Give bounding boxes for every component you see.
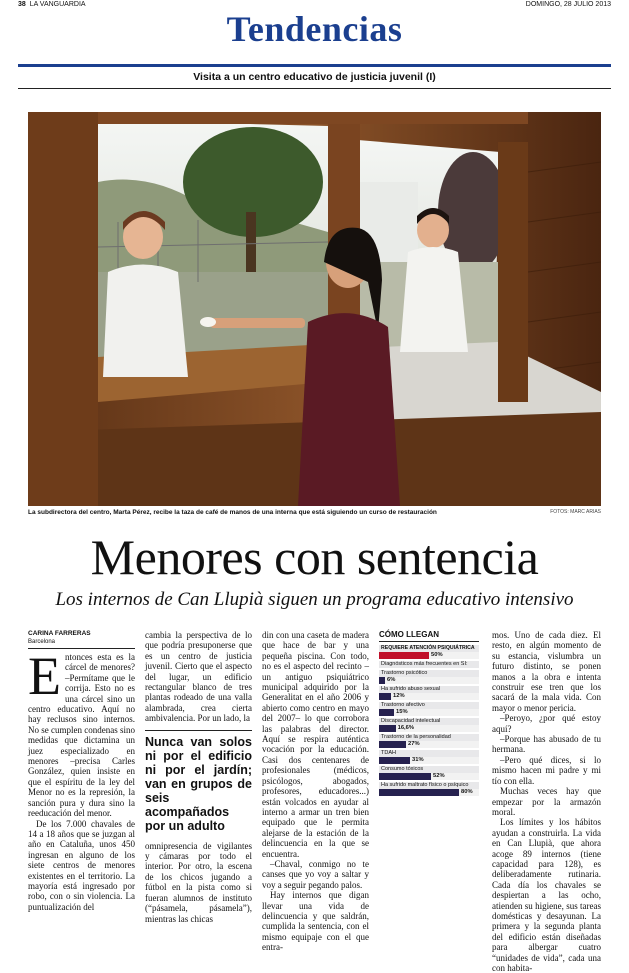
page-folio: 38 LA VANGUARDIA (18, 1, 86, 8)
series-rule (18, 88, 611, 89)
chart-bar-row (379, 718, 479, 732)
chart-bar-row (379, 645, 479, 659)
chart-bar-track (379, 725, 479, 732)
chart-value-label: 52% (433, 773, 445, 779)
dateline: Barcelona (28, 639, 56, 645)
chart-bar-row (379, 702, 479, 716)
chart-value-label: 27% (408, 741, 420, 747)
photo-caption: La subdirectora del centro, Marta Pérez, recibe la taza de café de manos de una interna que está siguiendo un curso de restauración (28, 509, 437, 516)
chart-value-label: 12% (393, 693, 405, 699)
chart-bar-track (379, 741, 479, 748)
chart-value-label: 15% (396, 709, 408, 715)
chart-bar-track (379, 652, 479, 659)
chart-category-label: Ha sufrido abuso sexual (379, 686, 479, 693)
drop-cap: E (28, 646, 61, 706)
chart-bar-row (379, 661, 479, 668)
chart-category-label: Trastorno de la personalidad (379, 734, 479, 741)
pull-quote: Nunca van solos ni por el edificio ni por el jardín; van en grupos de seis acompañados por un adulto (145, 730, 252, 833)
column-5 (492, 630, 601, 973)
chart-bar-row (379, 734, 479, 748)
chart-bar-track (379, 709, 479, 716)
body-paragraph: din con una caseta de madera que hace de bar y una pequeña piscina. Con todo, no es el aspecto del recinto –un antiguo psiquiátrico municipal adquirido por la Generalitat en el año 2006 y abierto como centro en mayo del 2007– lo que corrobora las palabras del director. Aquí se respira auténtica vocación por la educación. Casi dos centenares de profesionales (médicos, psicólogos, abogados, profesores, educadores...) están volcados en ayudar al interno a armar un tren bien equipado que le permita alejarse de la estación de la delincuencia en la que se encuentra. (262, 630, 369, 859)
chart-bar (379, 789, 459, 796)
body-paragraph: Muchas veces hay que empezar por la armazón moral. (492, 786, 601, 817)
byline: CARINA FARRERAS (28, 630, 91, 637)
issue-date: DOMINGO, 28 JULIO 2013 (525, 1, 611, 8)
chart-bar-row (379, 670, 479, 684)
body-paragraph: omnipresencia de vigilantes y cámaras por todo el interior. Por otro, la escena de los chicos jugando a fútbol en la pista como si fueran alumnos de instituto (“pásamela, pásamela”), mientras las chicas (145, 840, 252, 924)
column-3 (262, 630, 369, 953)
chart-bar-track (379, 693, 479, 700)
section-rule (18, 64, 611, 67)
chart-bar-track (379, 789, 479, 796)
body-paragraph: mos. Uno de cada diez. El resto, en algún momento de su estancia, vislumbra un futuro distinto, se ponen manos a la obra e intenta construir ese tren que los sacará de la mala vida. Con mayor o menor pericia. (492, 630, 601, 713)
chart-bars (379, 645, 479, 796)
photo-credit: FOTOS: MARC ARIAS (550, 509, 601, 515)
chart-bar-row (379, 750, 479, 764)
chart-title: CÓMO LLEGAN (379, 630, 479, 642)
chart-bar (379, 741, 406, 748)
chart-category-label: Ha sufrido maltrato físico o psíquico (379, 782, 479, 789)
chart-value-label: 31% (412, 757, 424, 763)
chart-bar-track (379, 757, 479, 764)
infographic-como-llegan (379, 630, 479, 798)
body-paragraph: ntonces esta es la cárcel de menores? –Permítame que le corrija. Esto no es una cárcel sino un centro educativo. Aquí no hay reclusos sino internos. No se cumplen condenas sino medidas que dictamina un juez especializado en menores –precisa Carles González, quien insiste en que el espíritu de la ley del Menor no es la represión, la sanción pura y dura sino la reeducación del menor. (28, 652, 135, 819)
column-1 (28, 630, 135, 912)
chart-category-label: Consumo tóxicos (379, 766, 479, 773)
chart-category-label: Discapacidad intelectual (379, 718, 479, 725)
chart-bar-row (379, 782, 479, 796)
chart-bar (379, 757, 410, 764)
body-paragraph: –Porque has abusado de tu hermana. (492, 734, 601, 755)
chart-category-label: TDAH (379, 750, 479, 757)
article-subhead: Los internos de Can Llupià siguen un programa educativo intensivo (55, 589, 574, 610)
chart-bar-track (379, 677, 479, 684)
photo-illustration (28, 112, 601, 506)
series-title: Visita a un centro educativo de justicia juvenil (I) (193, 71, 436, 83)
chart-bar-track (379, 773, 479, 780)
body-paragraph: Los límites y los hábitos ayudan a construirla. La vida en Can Llupià, que ahora acoge 89 internos (tiene capacidad para 128), es deliberadamente rutinaria. Cada día los chavales se despiertan a las ocho, atienden su higiene, sus tareas domésticas y desayunan. La primera y la segunda planta del edificio están diseñadas para albergar cuatro “unidades de vida”, cada una con habita- (492, 817, 601, 973)
chart-bar-row (379, 766, 479, 780)
chart-bar-row (379, 686, 479, 700)
chart-value-label: 80% (461, 789, 473, 795)
lead-photo (28, 112, 601, 506)
body-paragraph: De los 7.000 chavales de 14 a 18 años que se juzgan al año en Cataluña, unos 450 ingresan en alguno de los siete centros de menores existentes en el territorio. La mayoría está ingresado por robo, con o sin violencia. La puntualización del (28, 818, 135, 912)
chart-category-label: REQUIERE ATENCIÓN PSIQUIÁTRICA (379, 645, 479, 652)
body-paragraph: –Pero qué dices, si lo mismo hacen mi padre y mi tío con ella. (492, 754, 601, 786)
column-2 (145, 630, 252, 924)
chart-value-label: 6% (387, 677, 396, 683)
article-headline: Menores con sentencia (90, 529, 539, 585)
body-paragraph: cambia la perspectiva de lo que podría presuponerse que es un centro de justicia juvenil. Cierto que el aspecto del lugar, un edificio rectangular blanco de tres plantas rodeado de una valla alambrada, crea cierta ambivalencia. Por un lado, la (145, 630, 252, 724)
chart-bar (379, 693, 391, 700)
body-paragraph: –Chaval, conmigo no te canses que yo voy a saltar y voy a seguir pegando palos. (262, 858, 369, 890)
chart-bar (379, 709, 394, 716)
chart-bar (379, 652, 429, 659)
chart-value-label: 50% (431, 652, 443, 658)
body-paragraph: Hay internos que digan llevar una vida de delincuencia y que saldrán, cumplida la sentencia, con el mismo equipaje con el que entra- (262, 890, 369, 953)
chart-bar (379, 725, 396, 732)
chart-category-label: Trastorno afectivo (379, 702, 479, 709)
chart-bar (379, 773, 431, 780)
body-paragraph: –Peroyo, ¿por qué estoy aquí? (492, 713, 601, 734)
chart-category-label: Trastorno psicótico (379, 670, 479, 677)
section-title: Tendencias (226, 9, 403, 49)
chart-value-label: 16,6% (397, 725, 415, 731)
chart-category-label: Diagnósticos más frecuentes en SI: (379, 661, 479, 668)
